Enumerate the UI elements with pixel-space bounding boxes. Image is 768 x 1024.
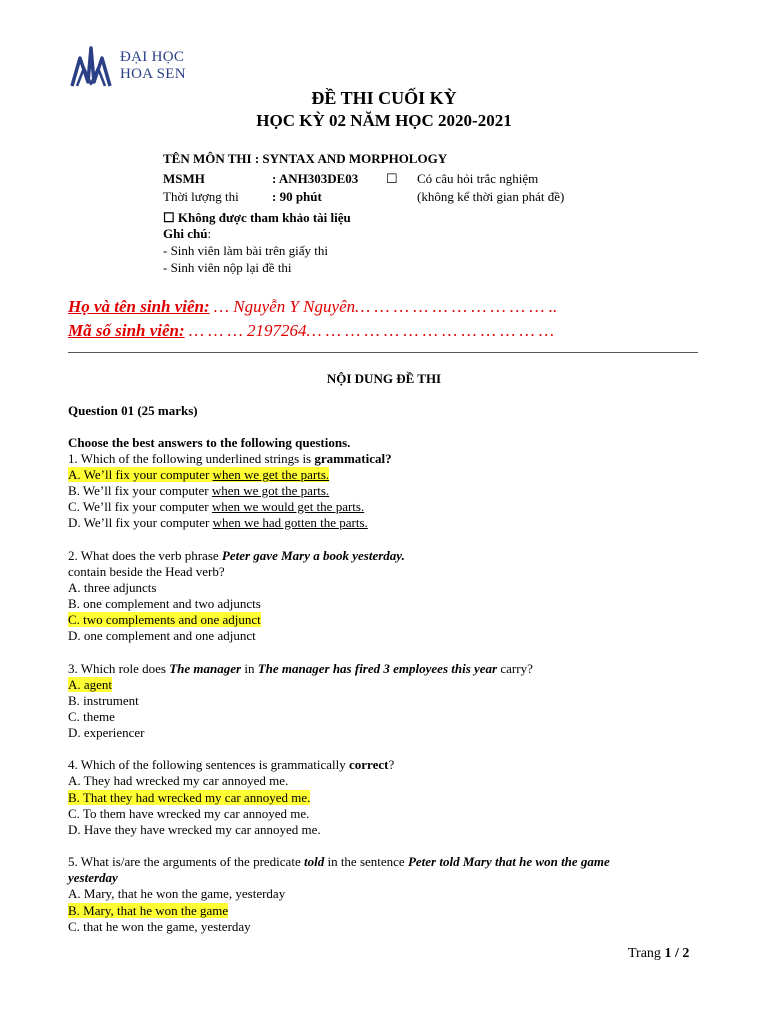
page-number	[628, 946, 689, 962]
q1-option-a-text: A. We’ll fix your computer	[68, 467, 213, 482]
q5-option-b-highlight: B. Mary, that he won the game	[68, 903, 229, 918]
q4-option-d: D. Have they have wrecked my car annoyed me.	[68, 822, 321, 837]
q1-option-b	[68, 483, 329, 499]
student-id-dots: … … … … … … … … … … … … …	[306, 321, 555, 340]
subject-name: TÊN MÔN THI : SYNTAX AND MORPHOLOGY	[163, 151, 448, 166]
exam-subtitle: HỌC KỲ 02 NĂM HỌC 2020-2021	[256, 111, 512, 130]
page-total: 2	[682, 946, 690, 961]
note-heading	[163, 226, 211, 242]
student-id-prefix: … … …	[184, 321, 248, 340]
duration-note: (không kể thời gian phát đề)	[417, 189, 565, 204]
q5-option-a: A. Mary, that he won the game, yesterday	[68, 886, 286, 901]
question-header: Question 01 (25 marks)	[68, 403, 198, 418]
msmh-label: MSMH	[163, 171, 205, 186]
hoa-sen-logo-icon	[68, 44, 114, 90]
q1-option-c-underlined: when we would get the parts.	[211, 499, 365, 514]
q4-stem	[68, 757, 394, 773]
q4-option-c: C. To them have wrecked my car annoyed me.	[68, 806, 310, 821]
q3-option-a	[68, 677, 112, 693]
q1-option-d	[68, 515, 368, 531]
msmh-value: : ANH303DE03	[272, 171, 359, 186]
note-line-2: - Sinh viên nộp lại đề thi	[163, 260, 292, 275]
q2-option-a: A. three adjuncts	[68, 580, 157, 595]
student-id-value: 2197264	[247, 321, 307, 340]
q3-option-c: C. theme	[68, 709, 115, 724]
q3-stem-a: 3. Which role does	[68, 661, 170, 676]
duration-label: Thời lượng thi	[163, 189, 239, 204]
note-line-1: - Sinh viên làm bài trên giấy thi	[163, 243, 328, 258]
content-title: NỘI DUNG ĐỀ THI	[326, 371, 442, 386]
q5-option-c: C. that he won the game, yesterday	[68, 919, 251, 934]
q1-option-a-underlined: when we get the parts.	[212, 467, 330, 482]
q1-option-c	[68, 499, 364, 515]
q5-stem-d: Peter told Mary that he won the game	[407, 854, 610, 869]
q5-stem	[68, 854, 610, 870]
q3-stem-c: in	[241, 661, 258, 676]
checkbox-icon: ☐	[386, 171, 398, 186]
q1-option-a-highlight	[68, 467, 329, 482]
page-label: Trang	[628, 946, 665, 961]
q2-stem	[68, 548, 405, 564]
page-current: 1	[664, 946, 672, 961]
q4-stem-b: correct	[349, 757, 389, 772]
q3-stem	[68, 661, 533, 677]
q1-option-a	[68, 467, 329, 483]
instruction: Choose the best answers to the following questions.	[68, 435, 351, 450]
page-separator: /	[671, 946, 683, 961]
q3-stem-d: The manager has fired 3 employees this year	[257, 661, 498, 676]
q1-option-b-text: B. We’ll fix your computer	[68, 483, 212, 498]
student-name-dots: … … … … … … … … … … ..	[355, 297, 558, 316]
logo-text	[120, 49, 186, 83]
q1-option-d-underlined: when we had gotten the parts.	[212, 515, 368, 530]
no-reference-note: ☐ Không được tham khảo tài liệu	[163, 210, 351, 225]
q2-stem-text: 2. What does the verb phrase	[68, 548, 222, 563]
student-id-label: Mã số sinh viên:	[68, 321, 185, 340]
exam-title: ĐỀ THI CUỐI KỲ	[311, 88, 457, 108]
divider	[68, 352, 698, 353]
note-colon: :	[207, 226, 212, 241]
q3-option-d: D. experiencer	[68, 725, 145, 740]
student-name-row	[68, 297, 557, 317]
q3-stem-e: carry?	[497, 661, 533, 676]
q1-stem-text: 1. Which of the following underlined strings is	[68, 451, 315, 466]
q1-option-c-text: C. We’ll fix your computer	[68, 499, 212, 514]
note-label: Ghi chú	[163, 226, 208, 241]
student-name-label: Họ và tên sinh viên:	[68, 297, 210, 316]
q3-stem-b: The manager	[169, 661, 242, 676]
logo-line-1: ĐẠI HỌC	[120, 49, 185, 65]
q1-option-b-underlined: when we got the parts.	[211, 483, 330, 498]
student-id-row	[68, 321, 554, 341]
q4-stem-a: 4. Which of the following sentences is grammatically	[68, 757, 349, 772]
q2-option-c	[68, 612, 261, 628]
logo-line-2: HOA SEN	[120, 66, 186, 82]
q2-stem-cont: contain beside the Head verb?	[68, 564, 225, 579]
q5-stem-a: 5. What is/are the arguments of the predicate	[68, 854, 304, 869]
q1-stem-bold: grammatical?	[314, 451, 392, 466]
q3-option-b: B. instrument	[68, 693, 139, 708]
q5-stem-c: in the sentence	[324, 854, 408, 869]
student-name-value: Nguyễn Y Nguyên	[233, 297, 356, 316]
q4-stem-c: ?	[388, 757, 395, 772]
q1-option-d-text: D. We’ll fix your computer	[68, 515, 213, 530]
q2-stem-phrase: Peter gave Mary a book yesterday.	[221, 548, 405, 563]
q1-stem	[68, 451, 392, 467]
q2-option-b: B. one complement and two adjuncts	[68, 596, 261, 611]
q2-option-c-highlight: C. two complements and one adjunct	[68, 612, 261, 627]
q4-option-a: A. They had wrecked my car annoyed me.	[68, 773, 289, 788]
multiple-choice-label: Có câu hỏi trắc nghiệm	[417, 171, 539, 186]
q5-option-b	[68, 903, 228, 919]
student-name-prefix: …	[209, 297, 234, 316]
q4-option-b-highlight: B. That they had wrecked my car annoyed me.	[68, 790, 311, 805]
q2-option-d: D. one complement and one adjunct	[68, 628, 256, 643]
q5-stem-b: told	[303, 854, 325, 869]
university-logo	[68, 44, 198, 92]
q3-option-a-highlight: A. agent	[68, 677, 113, 692]
q4-option-b	[68, 790, 310, 806]
duration-value: : 90 phút	[272, 189, 322, 204]
q5-stem-cont: yesterday	[68, 870, 118, 885]
